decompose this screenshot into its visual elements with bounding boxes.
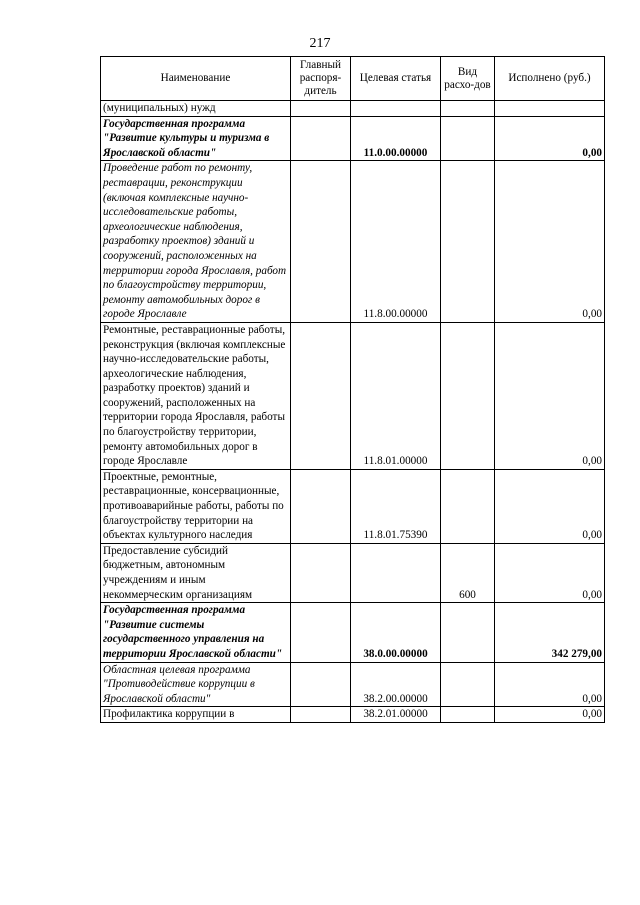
row-code xyxy=(351,101,441,117)
row-code: 11.0.00.00000 xyxy=(351,116,441,161)
table-row xyxy=(101,101,605,117)
table-row xyxy=(101,603,605,662)
row-name: Областная целевая программа "Противодействие коррупции в Ярославской области" xyxy=(101,662,291,707)
row-code: 38.2.01.00000 xyxy=(351,707,441,723)
row-manager xyxy=(291,101,351,117)
row-kind xyxy=(441,662,495,707)
row-code: 11.8.01.00000 xyxy=(351,322,441,469)
header-executed: Исполнено (руб.) xyxy=(495,57,605,101)
header-expense-type: Вид расхо-дов xyxy=(441,57,495,101)
row-name: Проведение работ по ремонту, реставрации, реконструкции (включая комплексные научно-исследовательские работы, археологические наблюдения, разработку проектов) зданий и сооружений, расположенных на территории города Ярославля, работ по благоустройству территории, ремонту автомобильных дорог в городе Ярославле xyxy=(101,161,291,323)
row-name: Государственная программа "Развитие системы государственного управления на территории Ярославской области" xyxy=(101,603,291,662)
table-row xyxy=(101,707,605,723)
row-kind xyxy=(441,101,495,117)
row-name: Предоставление субсидий бюджетным, автономным учреждениям и иным некоммерческим организациям xyxy=(101,543,291,602)
row-name: Ремонтные, реставрационные работы, реконструкция (включая комплексные научно-исследовательские работы, археологические наблюдения, разработку проектов) зданий и сооружений, расположенных на территории города Ярославля, работы по благоустройству территории, ремонту автомобильных дорог в городе Ярославле xyxy=(101,322,291,469)
table-row xyxy=(101,469,605,543)
row-kind xyxy=(441,322,495,469)
row-manager xyxy=(291,543,351,602)
row-manager xyxy=(291,469,351,543)
row-kind xyxy=(441,603,495,662)
row-kind: 600 xyxy=(441,543,495,602)
row-code: 11.8.00.00000 xyxy=(351,161,441,323)
table-row xyxy=(101,543,605,602)
row-code xyxy=(351,543,441,602)
page-number: 217 xyxy=(309,36,331,51)
budget-table xyxy=(100,56,605,723)
row-manager xyxy=(291,161,351,323)
row-kind xyxy=(441,116,495,161)
row-amount: 0,00 xyxy=(495,161,605,323)
row-manager xyxy=(291,322,351,469)
row-amount: 0,00 xyxy=(495,469,605,543)
row-manager xyxy=(291,603,351,662)
header-main-manager: Главный распоря-дитель xyxy=(291,57,351,101)
row-amount: 0,00 xyxy=(495,543,605,602)
row-kind xyxy=(441,161,495,323)
row-code: 38.0.00.00000 xyxy=(351,603,441,662)
row-name: Государственная программа "Развитие культуры и туризма в Ярославской области" xyxy=(101,116,291,161)
row-amount: 0,00 xyxy=(495,707,605,723)
header-target-article: Целевая статья xyxy=(351,57,441,101)
table-row xyxy=(101,161,605,323)
row-name: Проектные, ремонтные, реставрационные, консервационные, противоаварийные работы, работы по благоустройству территории на объектах культурного наследия xyxy=(101,469,291,543)
row-name: Профилактика коррупции в xyxy=(101,707,291,723)
row-amount: 342 279,00 xyxy=(495,603,605,662)
row-amount: 0,00 xyxy=(495,322,605,469)
row-code: 38.2.00.00000 xyxy=(351,662,441,707)
row-amount: 0,00 xyxy=(495,662,605,707)
table-header xyxy=(101,57,605,101)
row-manager xyxy=(291,662,351,707)
table-row xyxy=(101,116,605,161)
row-amount xyxy=(495,101,605,117)
row-kind xyxy=(441,469,495,543)
row-manager xyxy=(291,116,351,161)
row-name: (муниципальных) нужд xyxy=(101,101,291,117)
row-code: 11.8.01.75390 xyxy=(351,469,441,543)
table-row xyxy=(101,662,605,707)
table-row xyxy=(101,322,605,469)
header-name: Наименование xyxy=(101,57,291,101)
row-kind xyxy=(441,707,495,723)
row-amount: 0,00 xyxy=(495,116,605,161)
row-manager xyxy=(291,707,351,723)
